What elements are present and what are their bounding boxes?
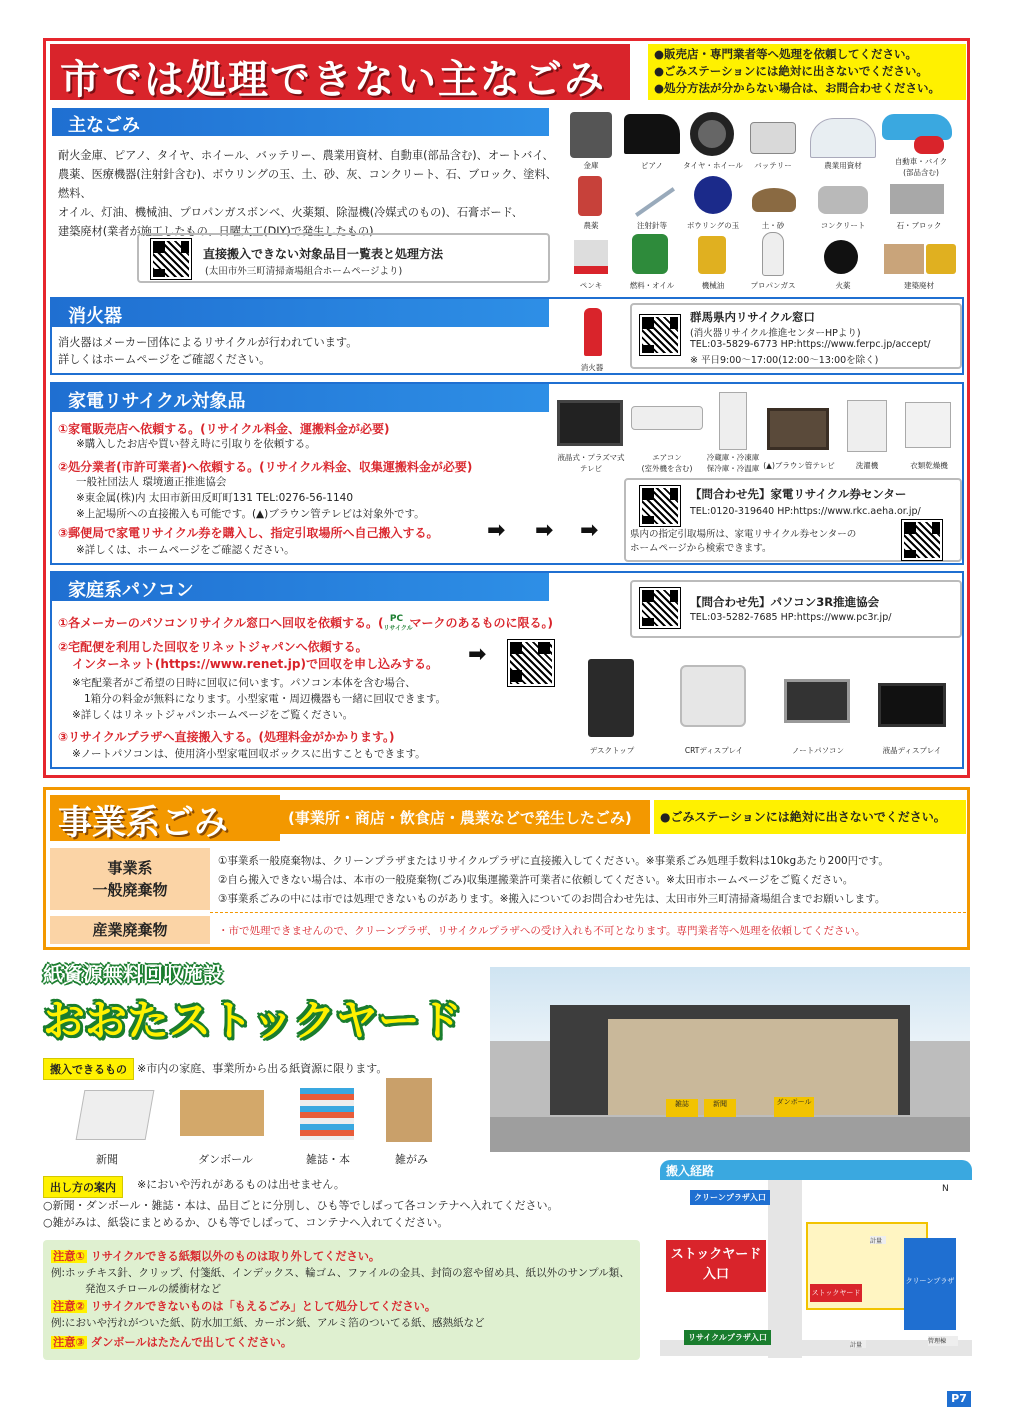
north-icon: N bbox=[942, 1184, 949, 1194]
pc-item2b[interactable]: インターネット(https://www.renet.jp)で回収を申し込みする。 bbox=[72, 657, 438, 671]
page-number: P7 bbox=[947, 1391, 971, 1407]
tire-icon bbox=[690, 112, 734, 156]
list-link-sub: (太田市外三町清掃斎場組合ホームページより) bbox=[205, 266, 403, 277]
header-notices bbox=[648, 44, 966, 100]
general-waste-label bbox=[50, 848, 210, 910]
text-line: ○新聞・ダンボール・雑誌・本は、品目ごとに分別し、ひも等でしばって各コンテナへ入れてください。 bbox=[43, 1199, 559, 1212]
item-label: 土・砂 bbox=[761, 221, 785, 230]
pc-item3-note: ※ノートパソコンは、使用済小型家電回収ボックスに出すこともできます。 bbox=[72, 748, 426, 760]
item-label: ノートパソコン bbox=[792, 746, 844, 755]
excavator-icon bbox=[926, 244, 956, 274]
block-icon bbox=[890, 184, 944, 214]
scale-label: 計量 bbox=[850, 1340, 866, 1348]
clean-plaza-building: クリーンプラザ bbox=[904, 1238, 956, 1330]
text-line: 事業系 bbox=[107, 859, 153, 877]
extinguisher-contact-box bbox=[630, 303, 962, 369]
caution-panel bbox=[43, 1240, 640, 1360]
safe-icon bbox=[570, 112, 612, 158]
paint-icon bbox=[574, 240, 608, 274]
route-map bbox=[660, 1160, 972, 1365]
text-line: 耐火金庫、ピアノ、タイヤ、ホイール、バッテリー、農業用資材、自動車(部品含む)、オートバイ、 bbox=[58, 149, 554, 162]
pc-heading: 家庭系パソコン bbox=[52, 573, 549, 601]
stockyard-title-2: おおたストックヤード bbox=[43, 996, 462, 1045]
industrial-waste-label: 産業廃棄物 bbox=[50, 916, 210, 944]
text-line: 一般社団法人 環境適正推進協会 bbox=[76, 476, 227, 488]
item-label: 雑誌・本 bbox=[306, 1153, 350, 1166]
notice-line: ●販売店・専門業者等へ処理を依頼してください。 bbox=[654, 47, 918, 61]
text-line: 例:ホッチキス針、クリップ、付箋紙、インデックス、輪ゴム、ファイルの金具、封筒の窓や留め具、紙以外のサンプル類、 bbox=[51, 1267, 630, 1279]
contact-tel[interactable]: TEL:0120-319640 HP:https://www.rkc.aeha.or.jp/ bbox=[690, 506, 921, 517]
arrow-right-icon: ➡ bbox=[580, 518, 599, 543]
item-label: 液晶式・プラズマ式 テレビ bbox=[557, 453, 625, 473]
text-line: 詳しくはホームページをご確認ください。 bbox=[58, 353, 271, 366]
list-link-box[interactable] bbox=[137, 233, 550, 283]
pc-item2-notes bbox=[72, 675, 446, 723]
item-label: CRTディスプレイ bbox=[684, 746, 744, 755]
main-garbage-text bbox=[58, 146, 558, 241]
crt-display-icon bbox=[680, 665, 746, 727]
propane-icon bbox=[762, 232, 784, 276]
text-line: ストックヤード bbox=[670, 1247, 762, 1262]
page-title: 市では処理できない主なごみ bbox=[50, 44, 630, 100]
battery-icon bbox=[750, 122, 796, 154]
contact-hours: ※ 平日9:00～17:00(12:00～13:00を除く) bbox=[690, 355, 879, 366]
oil-bottle-icon bbox=[698, 236, 726, 274]
appliance-items bbox=[555, 392, 965, 476]
contact-note bbox=[630, 528, 856, 556]
caution-text: ダンボールはたたんで出してください。 bbox=[90, 1336, 293, 1349]
qr-code[interactable] bbox=[640, 486, 680, 526]
container-label: 雑誌 bbox=[666, 1099, 698, 1119]
main-garbage-heading: 主なごみ bbox=[52, 108, 549, 136]
pc-items bbox=[572, 655, 964, 761]
how-tag: 出し方の案内 bbox=[43, 1176, 123, 1198]
bomb-icon bbox=[824, 240, 858, 274]
text-line: 建築廃材(業者が施工したもの、日曜大工(DIY)で発生したもの) bbox=[58, 225, 374, 238]
item-label: 金庫 bbox=[583, 161, 599, 170]
item-label: 石・ブロック bbox=[896, 221, 942, 230]
clean-plaza-entrance-label: クリーンプラザ入口 bbox=[690, 1190, 770, 1205]
extinguisher-text bbox=[58, 334, 558, 368]
item-label: (▲)ブラウン管テレビ bbox=[763, 461, 835, 470]
caution-text: リサイクルできる紙類以外のものは取り外してください。 bbox=[90, 1250, 381, 1263]
motorbike-icon bbox=[914, 136, 944, 154]
appliance-item2: ②処分業者(市許可業者)へ依頼する。(リサイクル料金、収集運搬料金が必要) bbox=[58, 460, 473, 474]
mark-text: PC bbox=[389, 613, 404, 624]
text-line: 農薬、医療機器(注射針含む)、ボウリングの玉、土、砂、灰、コンクリート、石、ブロック、塗料、燃料、 bbox=[58, 168, 557, 200]
item-label: プロパンガス bbox=[750, 281, 796, 290]
aircon-icon bbox=[631, 406, 703, 430]
item-label: 農業用資材 bbox=[824, 161, 862, 170]
scale-label: 計量 bbox=[870, 1236, 886, 1244]
accept-tag: 搬入できるもの bbox=[43, 1058, 134, 1080]
text-line: 消火器はメーカー団体によるリサイクルが行われています。 bbox=[58, 336, 358, 349]
qr-code[interactable] bbox=[640, 315, 680, 355]
arrow-right-icon: ➡ bbox=[535, 518, 554, 543]
newspaper-icon bbox=[76, 1090, 155, 1140]
qr-code[interactable] bbox=[640, 588, 680, 628]
appliance-item3: ③郵便局で家電リサイクル券を購入し、指定引取場所へ自己搬入する。 bbox=[58, 526, 439, 540]
appliance-item1-note: ※購入したお店や買い替え時に引取りを依頼する。 bbox=[76, 438, 316, 450]
industrial-waste-text: ・市で処理できませんので、クリーンプラザ、リサイクルプラザへの受け入れも不可となります。専門業者等へ処理を依頼してください。 bbox=[218, 925, 866, 937]
washer-icon bbox=[847, 400, 887, 452]
fuel-can-icon bbox=[632, 234, 668, 274]
business-title: 事業系ごみ bbox=[50, 795, 280, 841]
text-line: 1箱分の料金が無料になります。小型家電・周辺機器も一緒に回収できます。 bbox=[84, 693, 446, 705]
item-label: 注射針等 bbox=[637, 221, 667, 230]
pc-item2a: ②宅配便を利用した回収をリネットジャパンへ依頼する。 bbox=[58, 640, 368, 654]
fridge-icon bbox=[719, 392, 747, 450]
text-line: ②自ら搬入できない場合は、本市の一般廃棄物(ごみ)収集運搬業許可業者に依頼してください。※太田市ホームページをご覧ください。 bbox=[218, 874, 854, 886]
qr-code[interactable] bbox=[902, 520, 942, 560]
item-label: 火薬 bbox=[835, 281, 851, 290]
text-line: ホームページから検索できます。 bbox=[630, 543, 772, 554]
pc-item1 bbox=[58, 614, 553, 633]
caution-2-line: 例:においや汚れがついた紙、防水加工紙、カーボン紙、アルミ箔のついてる紙、感熱紙など bbox=[51, 1317, 485, 1329]
business-notice: ●ごみステーションには絶対に出さないでください。 bbox=[654, 800, 966, 834]
item-label: バッテリー bbox=[754, 161, 792, 170]
pesticide-icon bbox=[578, 176, 602, 216]
how-lines bbox=[43, 1197, 559, 1231]
text-line: ※東金属(株)内 太田市新田反町町131 TEL:0276-56-1140 bbox=[76, 492, 354, 504]
contact-title: 【問合わせ先】パソコン3R推進協会 bbox=[690, 595, 880, 609]
text-line: 県内の指定引取場所は、家電リサイクル券センターの bbox=[630, 529, 857, 540]
appliance-contact-box bbox=[624, 478, 962, 562]
bowling-ball-icon bbox=[694, 176, 732, 214]
caution-2 bbox=[51, 1298, 436, 1314]
paper-bag-icon bbox=[386, 1078, 432, 1142]
greenhouse-icon bbox=[810, 118, 876, 158]
caution-text: リサイクルできないものは「もえるごみ」として処分してください。 bbox=[90, 1300, 437, 1313]
item-label: ピアノ bbox=[641, 161, 663, 170]
stockyard-title-1: 紙資源無料回収施設 bbox=[43, 962, 223, 986]
soil-icon bbox=[752, 188, 796, 212]
qr-code[interactable] bbox=[151, 239, 191, 279]
business-subtitle: (事業所・商店・飲食店・農業などで発生したごみ) bbox=[280, 800, 650, 834]
container-label: ダンボール bbox=[774, 1097, 814, 1119]
text-line: オイル、灯油、機械油、プロパンガスボンベ、火薬類、除湿機(冷媒式のもの)、石膏ボード、 bbox=[58, 206, 523, 219]
caution-1-lines bbox=[51, 1265, 630, 1297]
text-line: ※上記場所への直接搬入も可能です。(▲)ブラウン管テレビは対象外です。 bbox=[76, 508, 425, 520]
recycle-plaza-entrance-label: リサイクルプラザ入口 bbox=[684, 1330, 771, 1345]
item-label: エアコン (室外機を含む) bbox=[641, 453, 693, 473]
contact-tel[interactable]: TEL:03-5282-7685 HP:https://www.pc3r.jp/ bbox=[690, 612, 892, 623]
appliance-item3-note: ※詳しくは、ホームページをご確認ください。 bbox=[76, 544, 295, 556]
text-line: ※詳しくはリネットジャパンホームページをご覧ください。 bbox=[72, 709, 354, 721]
pavement bbox=[490, 1117, 970, 1152]
caution-tag: 注意② bbox=[53, 1300, 85, 1313]
pc-item3: ③リサイクルプラザへ直接搬入する。(処理料金がかかります。) bbox=[58, 730, 395, 744]
text-segment: マークのあるものに限る。) bbox=[409, 616, 553, 630]
qr-code[interactable] bbox=[508, 640, 554, 686]
general-waste-text bbox=[218, 852, 963, 909]
text-line: 入口 bbox=[702, 1267, 729, 1282]
concrete-icon bbox=[818, 186, 868, 214]
item-label: 液晶ディスプレイ bbox=[882, 746, 942, 755]
divider bbox=[210, 912, 966, 913]
extinguisher-heading: 消火器 bbox=[52, 299, 549, 327]
caution-1 bbox=[51, 1248, 380, 1264]
stockyard-entrance-callout bbox=[666, 1240, 766, 1292]
stockyard-photo bbox=[490, 967, 970, 1152]
appliance-heading: 家電リサイクル対象品 bbox=[52, 384, 549, 412]
item-label: タイヤ・ホイール bbox=[683, 161, 743, 170]
mark-sub: リサイクル bbox=[383, 624, 413, 632]
caution-tag: 注意③ bbox=[53, 1336, 85, 1349]
lcd-display-icon bbox=[878, 683, 946, 727]
item-label: 農薬 bbox=[583, 221, 599, 230]
arrow-right-icon: ➡ bbox=[468, 642, 487, 667]
crt-tv-icon bbox=[767, 408, 829, 450]
house-icon bbox=[884, 244, 924, 274]
contact-sub: (消火器リサイクル推進センターHPより) bbox=[690, 328, 861, 339]
text-line: ③事業系ごみの中には市では処理できないものがあります。※搬入についてのお問合わせ先は、太田市外三町清掃斎場組合までお願いします。 bbox=[218, 893, 886, 905]
item-label: 洗濯機 bbox=[855, 461, 879, 470]
pc-contact-box bbox=[630, 580, 962, 638]
contact-tel[interactable]: TEL:03-5829-6773 HP:https://www.ferpc.jp/accept/ bbox=[690, 339, 931, 350]
how-note: ※においや汚れがあるものは出せません。 bbox=[137, 1178, 345, 1191]
text-line: 一般廃棄物 bbox=[92, 881, 168, 899]
item-label: 自動車・バイク (部品含む) bbox=[894, 157, 948, 177]
list-link-title: 直接搬入できない対象品目一覧表と処理方法 bbox=[203, 247, 444, 261]
extinguisher-icon bbox=[584, 308, 602, 356]
arrow-right-icon: ➡ bbox=[487, 518, 506, 543]
pc-recycle-mark bbox=[383, 613, 413, 633]
text-line: ①事業系一般廃棄物は、クリーンプラザまたはリサイクルプラザに直接搬入してください。※事業系ごみ処理手数料は10kgあたり200円です。 bbox=[218, 855, 889, 867]
stockyard-building: ストックヤード bbox=[810, 1284, 862, 1302]
cardboard-icon bbox=[180, 1090, 264, 1136]
appliance-item2-lines bbox=[76, 474, 425, 522]
laptop-icon bbox=[784, 679, 850, 723]
text-line: 発泡スチロールの緩衝材など bbox=[85, 1283, 222, 1295]
item-label: 消火器 bbox=[580, 363, 604, 372]
item-label: コンクリート bbox=[820, 221, 866, 230]
caution-tag: 注意① bbox=[53, 1250, 85, 1263]
road-vertical bbox=[768, 1180, 802, 1358]
item-label: 冷蔵庫・冷凍庫 保冷庫・冷温庫 bbox=[706, 453, 760, 473]
item-label: ダンボール bbox=[198, 1153, 253, 1166]
text-segment: ①各メーカーのパソコンリサイクル窓口へ回収を依頼する。( bbox=[58, 616, 384, 630]
item-label: 機械油 bbox=[701, 281, 725, 290]
item-label: ボウリングの玉 bbox=[686, 221, 740, 230]
item-label: 新聞 bbox=[96, 1153, 118, 1166]
item-label: デスクトップ bbox=[589, 746, 635, 755]
item-label: 雑がみ bbox=[395, 1153, 428, 1166]
magazine-icon bbox=[300, 1088, 354, 1140]
container-label: 新聞 bbox=[704, 1099, 736, 1119]
piano-icon bbox=[624, 114, 680, 154]
dryer-icon bbox=[905, 402, 951, 448]
desktop-icon bbox=[588, 659, 634, 737]
item-label: 建築廃材 bbox=[904, 281, 934, 290]
accept-note: ※市内の家庭、事業所から出る紙資源に限ります。 bbox=[137, 1062, 388, 1075]
caution-3 bbox=[51, 1334, 292, 1350]
office-label: 管理棟 bbox=[928, 1336, 958, 1346]
contact-title: 群馬県内リサイクル窓口 bbox=[690, 310, 815, 324]
item-grid bbox=[562, 108, 967, 293]
text-line: ○雑がみは、紙袋にまとめるか、ひも等でしばって、コンテナへ入れてください。 bbox=[43, 1216, 449, 1229]
appliance-item1: ①家電販売店へ依頼する。(リサイクル料金、運搬料金が必要) bbox=[58, 422, 390, 436]
syringe-icon bbox=[635, 187, 675, 217]
notice-line: ●処分方法が分からない場合は、お問合わせください。 bbox=[654, 81, 941, 95]
map-title: 搬入経路 bbox=[660, 1160, 972, 1180]
item-label: 燃料・オイル bbox=[629, 281, 675, 290]
building-opening bbox=[608, 1019, 898, 1115]
tv-icon bbox=[557, 400, 623, 446]
item-label: ペンキ bbox=[579, 281, 603, 290]
contact-title: 【問合わせ先】家電リサイクル券センター bbox=[690, 487, 907, 501]
notice-line: ●ごみステーションには絶対に出さないでください。 bbox=[654, 64, 928, 78]
text-line: ※宅配業者がご希望の日時に回収に伺います。パソコン本体を含む場合、 bbox=[72, 677, 416, 689]
item-label: 衣類乾燥機 bbox=[910, 461, 948, 470]
